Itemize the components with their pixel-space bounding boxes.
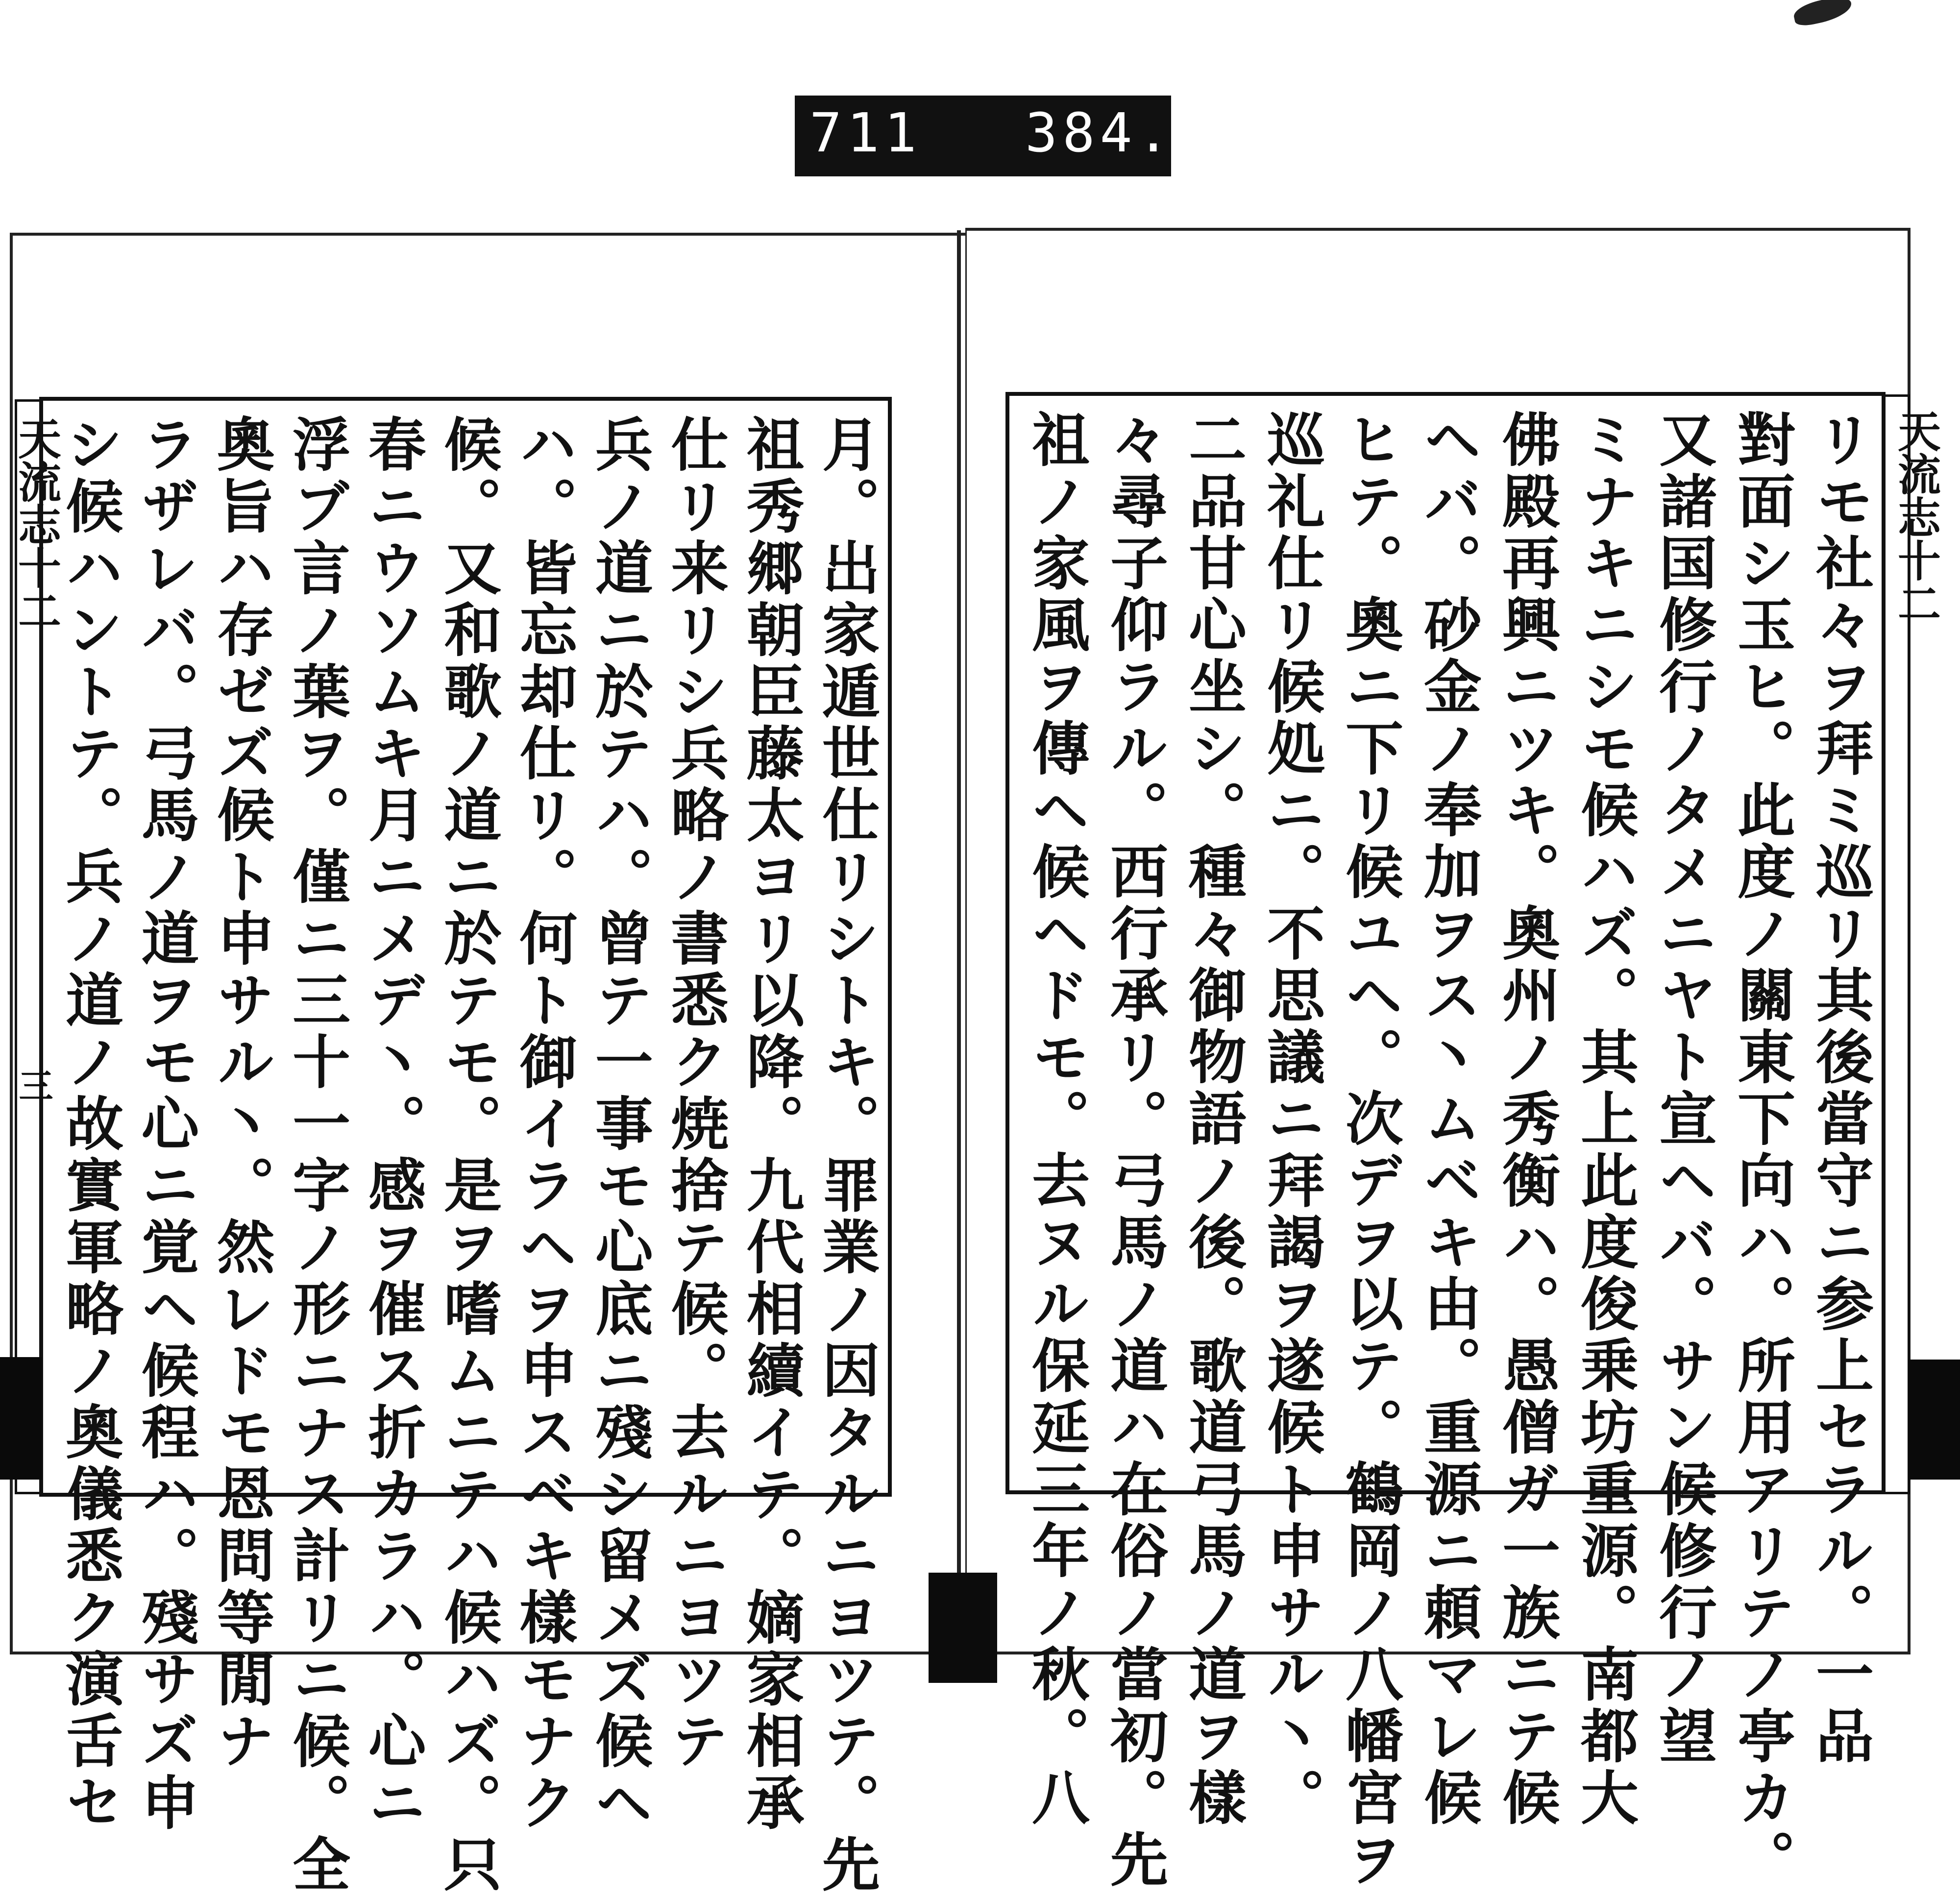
running-title-right: 天流志十二 [1891,409,1942,625]
book-gutter [957,230,961,1651]
scan-edge-shadow-left [0,1357,42,1480]
text-column: 々尋子仰ラル。西行承リ。弓馬ノ道ハ在俗ノ當初。先 [1101,410,1169,1891]
ink-blot [1792,0,1854,28]
text-column: ヒテ。奧ニ下リ候ユヘ。次デヲ以テ。鶴岡ノ八幡宮ヲ [1336,410,1404,1891]
text-column: ミナキニシモ候ハズ。其上此度俊乗坊重源。南都大 [1571,410,1639,1829]
scan-edge-shadow-right [1909,1360,1960,1480]
text-column: 浮ブ言ノ葉ヲ。僅ニ三十一字ノ形ニナス計リニ候。全 [283,414,351,1896]
text-column: リモ社々ヲ拜ミ巡リ其後當守ニ参上セラル。一品 [1806,410,1874,1768]
gutter-shadow [929,1573,997,1683]
text-column: 候。又和歌ノ道ニ於テモ。是ヲ嗜ムニテハ候ハズ。只 [434,414,502,1896]
text-column: 佛殿再興ニツキ。奧州ノ秀衡ハ。愚僧ガ一族ニテ候 [1493,410,1561,1829]
text-column: 祖秀郷朝臣藤太ヨリ以降。九代相續イテ。嫡家相承 [736,414,805,1834]
text-column: 祖ノ家風ヲ傳ヘ候ヘドモ。去ヌル保延三年ノ秋。八 [1022,410,1090,1829]
text-column: 又諸国修行ノタメニヤト宣ヘバ。サン候修行ノ望 [1649,410,1717,1768]
left-text-frame [39,397,892,1896]
right-text-columns [1013,400,1878,1891]
right-text-frame [1005,392,1886,1891]
text-column: 春ニウソムキ月ニメデ丶。感ヲ催ス折カラハ。心ニ [358,414,427,1834]
text-column: 奧旨ハ存ゼズ候ト申サル丶。然レドモ恩問等閒ナ [207,414,275,1773]
text-column: シ候ハントテ。兵ノ道ノ故實軍略ノ奧儀悉ク演舌セ [56,414,124,1834]
catalog-label [795,96,1175,176]
text-column: 兵ノ道ニ於テハ。曾テ一事モ心底ニ殘シ留メズ候ヘ [585,414,654,1834]
catalog-label-right: 384. [1025,101,1175,164]
left-text-columns [47,405,884,1896]
text-column: 二品甘心坐シ。種々御物語ノ後。歌道弓馬ノ道ヲ樣 [1179,410,1247,1829]
folio-number-left: 三 [13,1068,54,1102]
text-column: 月。出家遁世仕リシトキ。罪業ノ因タルニヨツテ。先 [812,414,881,1896]
text-column: ハ。皆忘却仕リ。何ト御イラヘヲ申スベキ樣モナク [510,414,578,1834]
text-column: 仕リ来リシ兵略ノ書悉ク焼捨テ候。去ルニヨツテ [661,414,730,1773]
text-column: 對面シ玉ヒ。此度ノ關東下向ハ。所用アリテノ𠅘カ。 [1728,410,1796,1891]
text-column: 巡礼仕リ候処ニ。不思議ニ拜謁ヲ遂候ト申サル丶。 [1257,410,1325,1829]
running-title-left: 天流志十二 [11,416,62,632]
text-column: ヘバ。砂金ノ奉加ヲス丶ムベキ由。重源ニ頼マレ候 [1414,410,1482,1829]
text-column: ラザレバ。弓馬ノ道ヲモ心ニ覚ヘ候程ハ。殘サズ申 [131,414,200,1834]
catalog-label-left: 711 [809,101,922,164]
